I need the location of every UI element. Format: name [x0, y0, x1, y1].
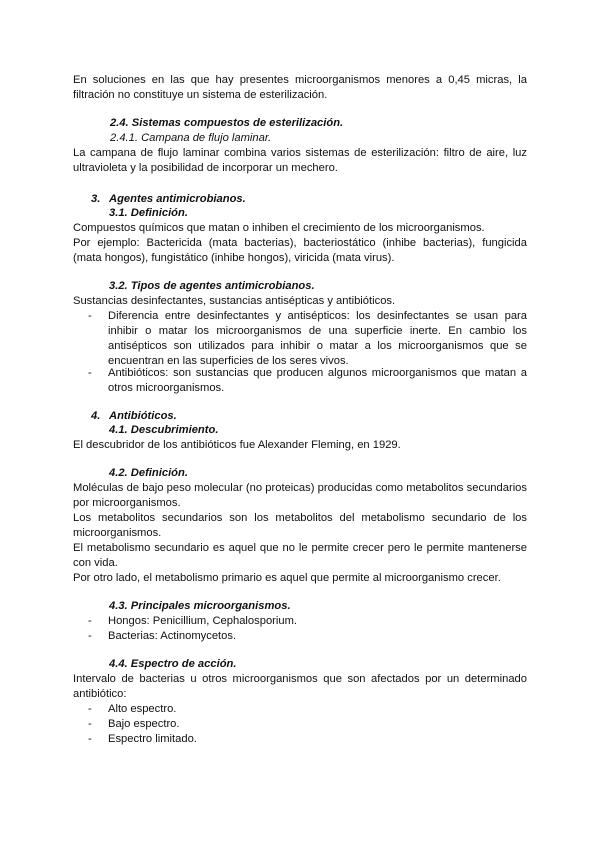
- list-bullet: -: [88, 703, 92, 715]
- heading-4: [91, 409, 177, 424]
- heading-4-1: 4.1. Descubrimiento.: [109, 424, 219, 436]
- paragraph-tipos: Sustancias desinfectantes, sustancias antisépticas y antibióticos.: [73, 295, 396, 307]
- paragraph-metabolitos: Los metabolitos secundarios son los metabolitos del metabolismo secundario de los microorganismos.: [73, 512, 527, 539]
- list-item-text: Antibióticos: son sustancias que producen algunos microorganismos que matan a otros microorganismos.: [108, 367, 527, 394]
- list-bullet: -: [88, 367, 92, 379]
- heading-2-4: 2.4. Sistemas compuestos de esterilización.: [110, 117, 344, 129]
- paragraph-metabolismo-primario: Por otro lado, el metabolismo primario es aquel que permite al microorganismo crecer.: [73, 572, 501, 584]
- list-item-text: Diferencia entre desinfectantes y antisépticos: los desinfectantes se usan para inhibir o matar los microorganismos de una superficie inerte. En cambio los antisépticos son utilizados para inhibir o matar a los microorganismos que se encuentran en las superficies de los seres vivos.: [108, 310, 527, 367]
- list-bullet: -: [88, 310, 92, 322]
- paragraph-filtracion: En soluciones en las que hay presentes microorganismos menores a 0,45 micras, la filtración no constituye un sistema de esterilización.: [73, 74, 527, 101]
- list-bullet: -: [88, 718, 92, 730]
- heading-3: [91, 192, 246, 207]
- paragraph-moleculas: Moléculas de bajo peso molecular (no proteicas) producidas como metabolitos secundarios por microorganismos.: [73, 482, 527, 509]
- heading-3-2: 3.2. Tipos de agentes antimicrobianos.: [109, 280, 315, 292]
- paragraph-espectro: Intervalo de bacterias u otros microorganismos que son afectados por un determinado antibiótico:: [73, 673, 527, 700]
- list-item-text: Espectro limitado.: [108, 733, 197, 745]
- heading-4-2: 4.2. Definición.: [109, 467, 188, 479]
- heading-4-number: 4.: [91, 410, 101, 422]
- paragraph-ejemplo: Por ejemplo: Bactericida (mata bacterias), bacteriostático (inhibe bacterias), fungicida (mata hongos), fungistático (inhibe hongos), viricida (mata virus).: [73, 237, 527, 264]
- list-bullet: -: [88, 630, 92, 642]
- heading-3-text: Agentes antimicrobianos.: [109, 193, 246, 205]
- paragraph-campana: La campana de flujo laminar combina varios sistemas de esterilización: filtro de aire, luz ultravioleta y la posibilidad de incorporar un mechero.: [73, 147, 527, 174]
- paragraph-metabolismo-secundario: El metabolismo secundario es aquel que no le permite crecer pero le permite mantenerse con vida.: [73, 542, 527, 569]
- heading-3-number: 3.: [91, 193, 101, 205]
- list-item-text: Bajo espectro.: [108, 718, 180, 730]
- list-item-text: Hongos: Penicillium, Cephalosporium.: [108, 615, 298, 627]
- paragraph-definicion: Compuestos químicos que matan o inhiben el crecimiento de los microorganismos.: [73, 222, 485, 234]
- heading-2-4-1: 2.4.1. Campana de flujo laminar.: [110, 132, 272, 144]
- list-bullet: -: [88, 733, 92, 745]
- heading-4-text: Antibióticos.: [109, 410, 177, 422]
- heading-4-4: 4.4. Espectro de acción.: [109, 658, 237, 670]
- paragraph-descubrimiento: El descubridor de los antibióticos fue Alexander Fleming, en 1929.: [73, 439, 401, 451]
- list-bullet: -: [88, 615, 92, 627]
- heading-4-3: 4.3. Principales microorganismos.: [109, 600, 291, 612]
- list-item-text: Alto espectro.: [108, 703, 177, 715]
- heading-3-1: 3.1. Definición.: [109, 207, 188, 219]
- list-item-text: Bacterias: Actinomycetos.: [108, 630, 237, 642]
